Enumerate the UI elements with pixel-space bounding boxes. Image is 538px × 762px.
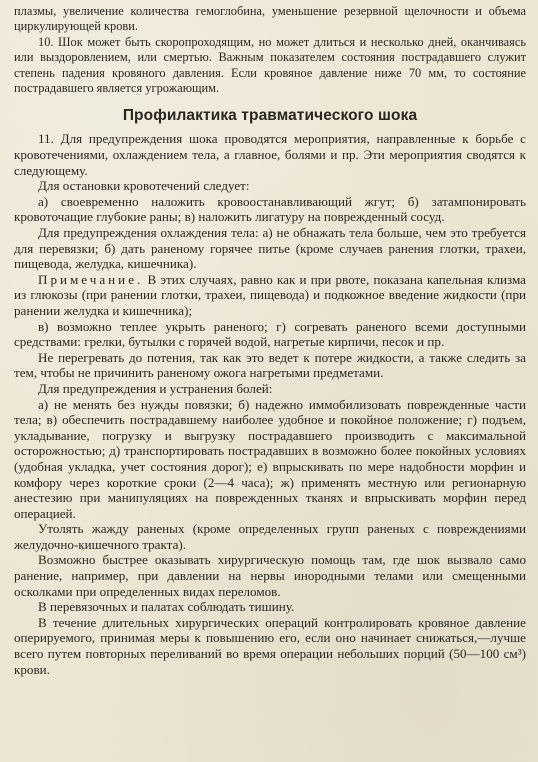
bleeding-measures: а) своевременно наложить кровоостанавливающий жгут; б) затампонировать кровоточащие глубокие раны; в) наложить лигатуру на поврежденный сосуд.: [14, 193, 526, 225]
paragraph-11: 11. Для предупреждения шока проводятся мероприятия, направленные к борьбе с кровотечениями, охлаждением тела, а главное, болями и пр. Эти мероприятия сводятся к следующему.: [14, 131, 526, 178]
silence-rule: В перевязочных и палатах соблюдать тишину.: [38, 599, 295, 615]
pain-measures: а) не менять без нужды повязки; б) надежно иммобилизовать поврежденные части тела; в) обеспечить пострадавшему наиболее удобное и покойное положение; г) подъем, укладывание, погрузку и выгрузку пострадавшего производить с максимальной осторожностью; д) транспортировать пострадавших в возможно более покойных условиях (удобная укладка, учет состояния дорог); е) впрыскивать по мере надобности морфин и комфору через короткие сроки (2—4 часа); ж) применять местную или регионарную анестезию при манипуляциях на поврежденных тканях и впрыскивать морфин перед операцией.: [14, 396, 526, 521]
pain-intro: Для предупреждения и устранения болей:: [38, 380, 273, 396]
paragraph-continuation: плазмы, увеличение количества гемоглобина, уменьшение резервной щелочности и объема циркулирующей крови.: [14, 4, 526, 34]
early-surgery: Возможно быстрее оказывать хирургическую помощь там, где шок вызвало само ранение, например, при давлении на нервы инородными телами или смещенными осколками при определенных видах переломов.: [14, 552, 526, 599]
overheat-warning: Не перегревать до потения, так как это ведет к потере жидкости, а также следить за тем, чтобы не причинить раненому ожога нагретыми предметами.: [14, 349, 526, 381]
long-operations: В течение длительных хирургических операций контролировать кровяное давление оперируемого, принимая меры к повышению его, если оно начинает снижаться,—лучше всего путем повторных переливаний во время операции небольших порций (50—100 см³) крови.: [14, 614, 526, 677]
section-title: Профилактика травматического шока: [122, 107, 418, 125]
cooling-measures: Для предупреждения охлаждения тела: а) не обнажать тела больше, чем это требуется для перевязки; б) дать раненому горячее питье (кроме случаев ранения глотки, трахеи, пищевода, желудка, кишечника).: [14, 225, 526, 272]
note-label: Примечание.: [38, 271, 144, 287]
note-paragraph: [14, 272, 526, 319]
thirst-measure: Утолять жажду раненых (кроме определенных групп раненых с повреждениями желудочно-кишечного тракта).: [14, 521, 526, 552]
paragraph-10: 10. Шок может быть скоропроходящим, но может длиться и несколько дней, оканчиваясь или выздоровлением, или смертью. Важным показателем состояния пострадавшего служит степень падения кровяного давления. Если кровяное давление ниже 70 мм, то состояние пострадавшего является угрожающим.: [14, 34, 526, 96]
warming-measures: в) возможно теплее укрыть раненого; г) согревать раненого всеми доступными средствами: грелки, бутылки с горячей водой, нагретые кирпичи, песок и пр.: [14, 318, 526, 350]
bleeding-intro: Для остановки кровотечений следует:: [38, 178, 250, 194]
note-text: В этих случаях, равно как и при рвоте, показана капельная клизма из глюкозы (при ранении глотки, трахеи, пищевода) и подкожное введение жидкости (при ранении желудка и кишечника);: [14, 271, 526, 318]
